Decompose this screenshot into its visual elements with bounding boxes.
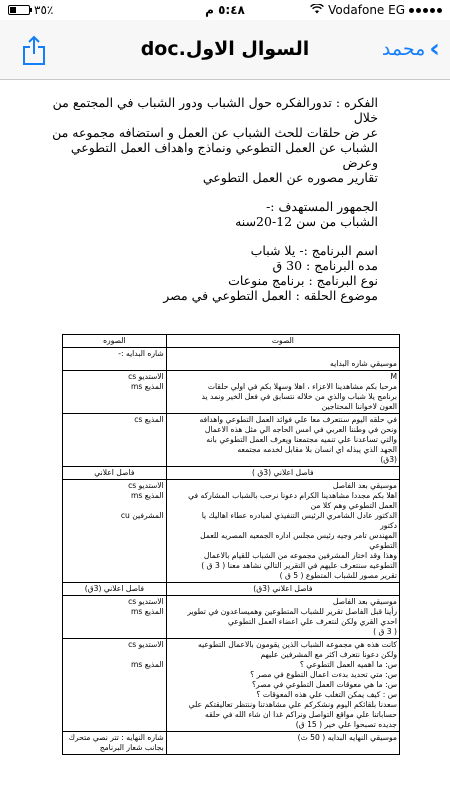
carrier-name: Vodafone EG (328, 3, 405, 17)
table-row (63, 639, 400, 732)
intro-line: تقارير مصوره عن العمل التطوعي (202, 170, 378, 185)
table-row (63, 596, 400, 639)
idea-paragraph (48, 95, 378, 185)
image-cell (63, 732, 167, 755)
cell-line: التطوعيه سنتعرف عليهم في التقرير التالي نشاهد معنا ( 3 ق ) (201, 561, 397, 570)
cell-line: ولكن دعونا نتعرف اكثر مع المشرفين عليهم (260, 650, 397, 659)
cell-line: س: ما هي معوقات العمل التطوعي في مصر؟ (252, 680, 397, 689)
cell-line: (3ق) (380, 455, 397, 464)
cell-line (65, 650, 164, 660)
cell-line: س : كيف يمكن التغلب علي هذه المعوقات ؟ (256, 690, 397, 699)
intro-line: الفكره : تدورالفكره حول الشباب ودور الشباب في المجتمع من خلال (52, 95, 378, 125)
cell-line: موسيقي النهايه البدايه ( 50 ث) (297, 733, 397, 742)
cell-line: فاصل اعلاني (3ق) (253, 584, 313, 593)
cell-line: بجانب شعار البرنامج (99, 743, 164, 752)
chevron-right-icon: › (429, 34, 440, 64)
cell-line: موسيقي بعد الفاصل (332, 597, 397, 606)
image-cell (63, 596, 167, 639)
back-button[interactable] (381, 34, 440, 64)
table-row (63, 480, 400, 583)
cell-line: المشرفين cu (120, 511, 164, 520)
cell-line: الجهد الذي يبذله اي انسان بلا مقابل لخدمه مجتمعه (237, 445, 397, 454)
cell-line: برنامج يلا شباب والذي من خلاله نتسابق في فعل الخير ونمد يد (201, 392, 397, 401)
table-header-row (63, 335, 400, 348)
cell-line: فاصل اعلاني (3ق) (84, 584, 144, 593)
back-label: محمد (381, 38, 426, 60)
cell-line: حساباتنا علي مواقع التواصل ونراكم غدا ان شاء الله في حلقه (205, 710, 397, 719)
cell-line: المذيع ms (131, 607, 164, 616)
cell-line: فاصل اعلاني (3ق ) (252, 468, 314, 477)
cell-line: المذيع cs (134, 415, 164, 424)
document-title: السوال الاول.doc (140, 38, 310, 60)
cell-line: فاصل اعلاني (94, 468, 135, 477)
navigation-bar (0, 20, 450, 80)
cell-line: احدي القري ولكن لنتعرف علي اعضاء العمل التطوعي (227, 617, 397, 626)
audio-cell (166, 467, 399, 480)
intro-line: الشباب من سن 12-20سنه (235, 214, 378, 229)
intro-line: موضوع الحلقه : العمل التطوعي في مصر (163, 288, 378, 303)
audio-cell (166, 480, 399, 583)
image-cell (63, 467, 167, 480)
audio-cell (166, 371, 399, 414)
battery-icon (8, 5, 30, 15)
cell-line: المذيع ms (131, 660, 164, 669)
table-row (63, 371, 400, 414)
cell-line: الاستديو cs (128, 640, 164, 649)
cell-line: دكتور (380, 521, 397, 530)
table-row (63, 583, 400, 596)
cell-line: في حلقه اليوم سنتعرف معا علي فوائد العمل التطوعي واهدافه (199, 415, 397, 424)
cell-line: التطوعي (369, 541, 397, 550)
table-row (63, 348, 400, 371)
table-row (63, 414, 400, 467)
header-audio: الصوت (166, 335, 399, 348)
document-view[interactable] (0, 81, 450, 800)
image-cell (63, 348, 167, 371)
cell-line: ونحن في وطننا العربي في امس الحاجه الي مثل هذه الاعمال (204, 425, 397, 434)
cell-line: رأينا قبل الفاصل تقرير للشباب المتطوعين وهميساعدون في تطوير (187, 607, 397, 616)
program-details (48, 243, 378, 303)
audio-cell (166, 596, 399, 639)
cell-line: العون لاخواننا المحتاجين (321, 402, 397, 411)
image-cell (63, 480, 167, 583)
audio-cell (166, 583, 399, 596)
intro-line: الشباب عن العمل التطوعي ونماذج واهداف العمل التطوعي وعرض (70, 140, 378, 170)
cell-line: س: ما اهميه العمل التطوعي ؟ (299, 660, 397, 669)
image-cell (63, 414, 167, 467)
cell-line: المذيع ms (131, 491, 164, 500)
cell-line: مرحبا بكم مشاهدينا الاعزاء ، اهلا وسهلا بكم في اولي حلقات (207, 382, 397, 391)
cell-line: المهندس تامر وجيه رئيس مجلس اداره الجمعيه المصريه للعمل (200, 531, 397, 540)
image-cell (63, 639, 167, 732)
intro-line: اسم البرنامج :- يلا شباب (250, 243, 378, 258)
cell-line: جديده تصبحوا علي خير ( 15 ق) (295, 720, 397, 729)
audio-cell (166, 732, 399, 755)
share-icon (20, 34, 48, 66)
cell-line: شاره البدايه :- (118, 349, 164, 358)
cell-line: اهلا بكم مجددا مشاهدينا الكرام دعونا نرحب بالشباب المشاركه في (188, 491, 397, 500)
table-row (63, 467, 400, 480)
program-intro (48, 95, 378, 303)
cell-line: الاستديو cs (128, 597, 164, 606)
cell-line: الاستديو cs (128, 481, 164, 490)
audio-cell (166, 639, 399, 732)
cell-line: الاستديو cs (128, 372, 164, 381)
cell-line: موسيقي شاره البدايه (330, 359, 397, 368)
share-button[interactable] (20, 34, 48, 66)
audio-cell (166, 348, 399, 371)
cell-line: المذيع ms (131, 382, 164, 391)
cell-line: M (390, 372, 397, 381)
script-table (62, 334, 400, 755)
intro-line: نوع البرنامج : برنامج منوعات (228, 273, 378, 288)
table-row (63, 732, 400, 755)
intro-line: مده البرنامج : 30 ق (272, 258, 378, 273)
audience-paragraph (48, 199, 378, 229)
image-cell (63, 583, 167, 596)
cell-line (169, 349, 397, 359)
cell-line: العمل التطوعي وهم كلا من (310, 501, 397, 510)
image-cell (63, 371, 167, 414)
battery-percent: ٣٥٪ (34, 3, 54, 17)
audio-cell (166, 414, 399, 467)
cell-line: س: متي تحديد بدءت اعمال التطوع في مصر ؟ (250, 670, 397, 679)
cell-line: والتي تساعدنا علي تنميه مجتمعنا ويعرف العمل التطوعي بانه (206, 435, 397, 444)
cell-line: تقرير مصور للشباب المتطوع ( 5 ق ) (279, 571, 397, 580)
intro-line: الجمهور المستهدف :- (266, 199, 378, 214)
intro-line: عر ض حلقات للحث الشباب عن العمل و استضافه مجموعه من (52, 125, 378, 140)
status-bar (0, 0, 450, 20)
cell-line: شاره النهايه : تتر نصي متحرك (68, 733, 164, 742)
battery-group (8, 3, 53, 17)
status-time: ٥:٤٨ م (205, 3, 245, 17)
cell-line: وهذا وقد اختار المشرفين مجموعه من الشباب للقيام بالاعمال (203, 551, 397, 560)
header-image: الصوره (63, 335, 167, 348)
cell-line: ( 3 ق ) (373, 627, 397, 636)
cell-line: موسيقي بعد الفاصل (332, 481, 397, 490)
cell-line: الدكتور عادل الشامري الرئيس التنفيذي لمبادره عطاء اهاليك يا (201, 511, 397, 520)
cell-line: كانت هذه هي مجموعه الشباب الذين يقومون بالاعمال التطوعيه (198, 640, 397, 649)
cell-line: سعدنا بلقائكم اليوم ونشكركم علي مشاهدتنا وننتظر تعاليقتكم علي (188, 700, 397, 709)
cell-line (65, 501, 164, 511)
